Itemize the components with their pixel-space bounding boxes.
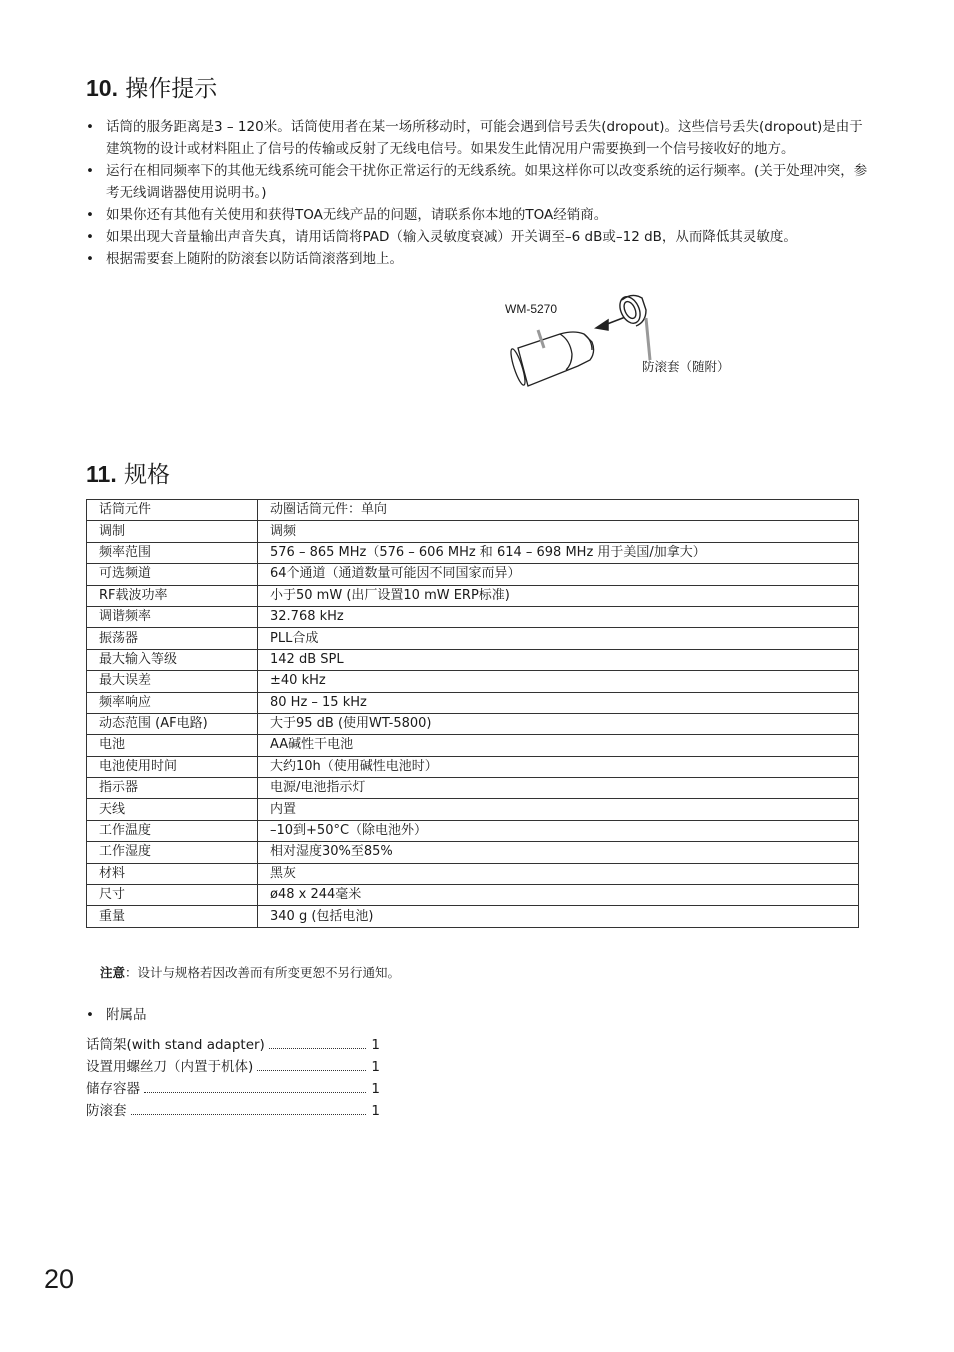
spec-value: 电源/电池指示灯 [258,778,859,799]
table-row [87,542,859,563]
accessory-quantity: 1 [371,1081,380,1097]
spec-key: 振荡器 [87,628,258,649]
spec-key: 话筒元件 [87,500,258,521]
bullet-text: 根据需要套上随附的防滚套以防话筒滚落到地上。 [106,251,403,267]
accessories-title: 附属品 [105,1007,147,1023]
dot-leader [144,1092,366,1093]
list-item [86,1099,380,1121]
part-label: 防滚套（随附） [642,359,730,374]
spec-key: 工作湿度 [87,842,258,863]
spec-key: 尺寸 [87,885,258,906]
dot-leader [257,1070,366,1071]
table-row [87,649,859,670]
bullet-text: 如果你还有其他有关使用和获得TOA无线产品的问题，请联系你本地的TOA经销商。 [106,207,608,223]
accessory-quantity: 1 [371,1103,380,1119]
spec-key: 频率范围 [87,542,258,563]
spec-key: 最大误差 [87,671,258,692]
dot-leader [131,1114,367,1115]
accessory-name: 储存容器 [86,1081,140,1097]
spec-value: 142 dB SPL [258,649,859,670]
spec-key: 电池使用时间 [87,756,258,777]
note-label: 注意 [100,965,126,980]
spec-value: AA碱性干电池 [258,735,859,756]
spec-key: 频率响应 [87,692,258,713]
spec-note [100,963,400,981]
section-10-heading [86,70,217,103]
list-item [86,1077,380,1099]
accessory-quantity: 1 [371,1037,380,1053]
spec-value: 大约10h（使用碱性电池时） [258,756,859,777]
spec-key: 工作温度 [87,820,258,841]
spec-key: 最大输入等级 [87,649,258,670]
dot-leader [269,1048,366,1049]
list-item [86,116,876,160]
table-row [87,756,859,777]
table-row [87,820,859,841]
spec-value: 动圈话筒元件：单向 [258,500,859,521]
table-row [87,500,859,521]
bullet-icon: • [86,163,94,179]
microphone-illustration [500,290,750,395]
spec-value: 32.768 kHz [258,606,859,627]
spec-key: 材料 [87,863,258,884]
spec-value: ±40 kHz [258,671,859,692]
spec-value: 大于95 dB (使用WT-5800) [258,713,859,734]
table-row [87,799,859,820]
spec-value: 80 Hz – 15 kHz [258,692,859,713]
section-11-number: 11. [86,461,117,487]
accessory-name: 防滚套 [86,1103,127,1119]
spec-key: RF载波功率 [87,585,258,606]
list-item [86,226,876,248]
bullet-text: 如果出现大音量输出声音失真，请用话筒将PAD（输入灵敏度衰减）开关调至–6 dB或–12 dB，从而降低其灵敏度。 [106,229,797,245]
spec-value: 64个通道（通道数量可能因不同国家而异） [258,564,859,585]
spec-key: 动态范围 (AF电路) [87,713,258,734]
table-row [87,778,859,799]
list-item [86,1033,380,1055]
bullet-icon: • [86,119,94,135]
spec-value: 340 g (包括电池) [258,906,859,927]
spec-key: 调谐频率 [87,606,258,627]
table-row [87,863,859,884]
spec-value: 黑灰 [258,863,859,884]
table-row [87,842,859,863]
spec-value: 小于50 mW (出厂设置10 mW ERP标准) [258,585,859,606]
page-number: 20 [44,1264,75,1294]
table-row [87,564,859,585]
spec-key: 电池 [87,735,258,756]
spec-value: 内置 [258,799,859,820]
spec-value: 576 – 865 MHz（576 – 606 MHz 和 614 – 698 MHz 用于美国/加拿大） [258,542,859,563]
spec-key: 指示器 [87,778,258,799]
spec-value: ø48 x 244毫米 [258,885,859,906]
spec-value: 相对湿度30%至85% [258,842,859,863]
bullet-icon: • [86,251,94,267]
table-row [87,692,859,713]
accessory-name: 设置用螺丝刀（内置于机体) [86,1059,254,1075]
bullet-icon: • [86,229,94,245]
spec-key: 可选频道 [87,564,258,585]
spec-key: 天线 [87,799,258,820]
table-row [87,521,859,542]
specifications-table-body [87,500,859,928]
accessories-list [86,1033,380,1121]
section-11-heading [86,456,170,489]
accessory-quantity: 1 [371,1059,380,1075]
section-11-title: 规格 [124,462,171,488]
table-row [87,628,859,649]
spec-key: 调制 [87,521,258,542]
accessory-name: 话筒架(with stand adapter) [86,1037,265,1053]
section-10-bullet-list [86,116,876,270]
accessories-heading [86,1003,146,1023]
bullet-icon: • [86,207,94,223]
bullet-text: 运行在相同频率下的其他无线系统可能会干扰你正常运行的无线系统。如果这样你可以改变系统的运行频率。(关于处理冲突，参考无线调谐器使用说明书。) [106,163,868,201]
note-text: ：设计与规格若因改善而有所变更恕不另行通知。 [125,965,401,980]
section-10-number: 10. [86,75,118,101]
table-row [87,671,859,692]
spec-value: –10到+50°C（除电池外） [258,820,859,841]
list-item [86,204,876,226]
list-item [86,248,466,270]
table-row [87,606,859,627]
section-10-title: 操作提示 [125,76,218,102]
table-row [87,885,859,906]
specifications-table [86,499,859,928]
spec-value: PLL合成 [258,628,859,649]
bullet-icon: • [86,1007,94,1023]
table-row [87,735,859,756]
list-item [86,1055,380,1077]
table-row [87,713,859,734]
bullet-text: 话筒的服务距离是3 – 120米。话筒使用者在某一场所移动时，可能会遇到信号丢失(dropout)。这些信号丢失(dropout)是由于建筑物的设计或材料阻止了信号的传输或反射了无线电信号。如果发生此情况用户需要换到一个信号接收好的地方。 [106,119,863,157]
model-label: WM-5270 [505,302,558,316]
spec-key: 重量 [87,906,258,927]
table-row [87,906,859,927]
table-row [87,585,859,606]
spec-value: 调频 [258,521,859,542]
list-item [86,160,876,204]
